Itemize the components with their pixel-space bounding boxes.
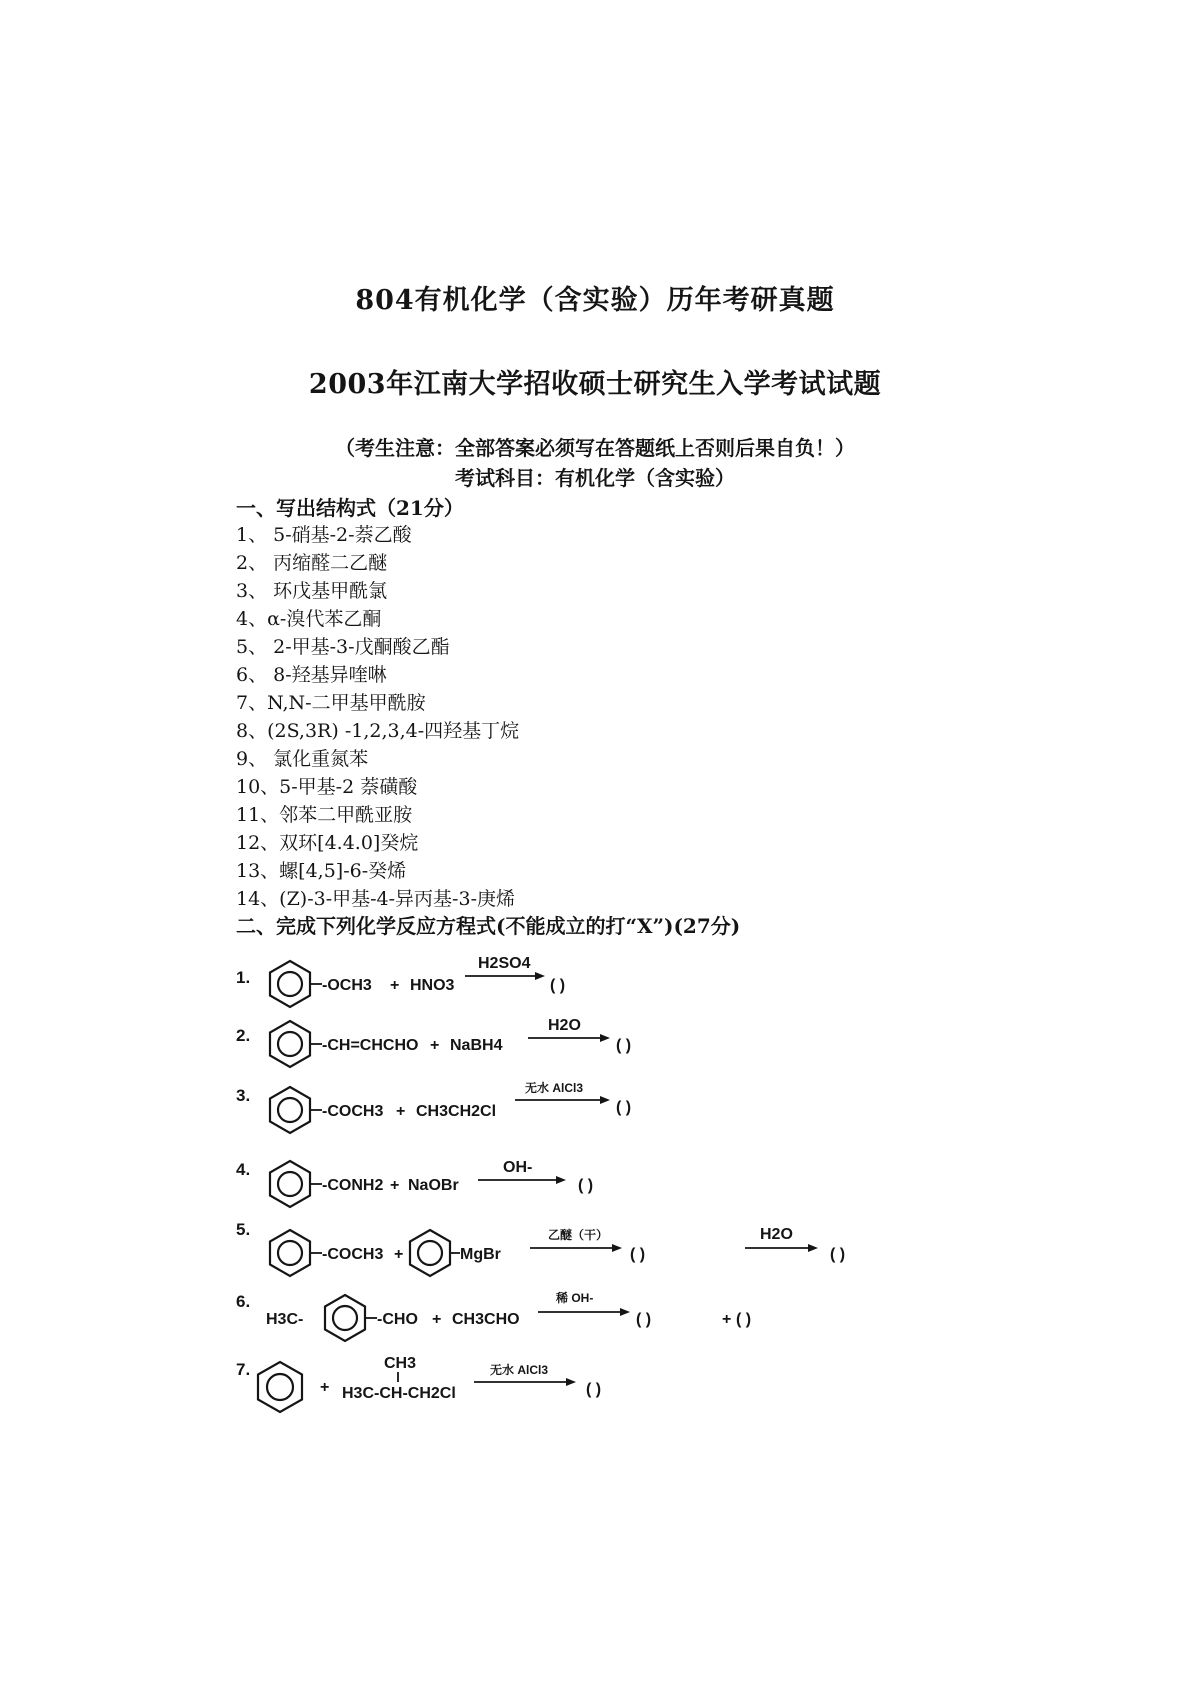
reaction-number: 6. [236, 1292, 251, 1311]
answer-blank: ( ) [578, 1177, 594, 1194]
reagent-label: NaBH4 [450, 1037, 503, 1054]
arrow-head-icon [600, 1034, 610, 1042]
substituent-label: -CH=CHCHO [322, 1037, 419, 1054]
answer-blank: ( ) [736, 1311, 752, 1328]
substituent-label: -OCH3 [322, 977, 372, 994]
benzene-ring-icon [278, 972, 302, 996]
answer-blank: ( ) [550, 977, 566, 994]
answer-blank: ( ) [616, 1037, 632, 1054]
answer-blank: ( ) [830, 1246, 846, 1263]
plus-sign: + [432, 1311, 442, 1328]
benzene-ring-icon [418, 1241, 442, 1265]
question-item: 11、邻苯二甲酰亚胺 [236, 804, 413, 826]
plus-sign: + [320, 1379, 330, 1396]
question-item: 4、α-溴代苯乙酮 [236, 608, 382, 630]
reagent-label: CH3CHO [452, 1311, 520, 1328]
benzene-ring-icon [278, 1098, 302, 1122]
question-item: 10、5-甲基-2 萘磺酸 [236, 776, 418, 798]
question-item: 5、 2-甲基-3-戊酮酸乙酯 [236, 636, 450, 658]
section-1-heading: 一、写出结构式（21分） [236, 496, 464, 520]
reaction-number: 1. [236, 968, 251, 987]
answer-blank: ( ) [630, 1246, 646, 1263]
arrow-head-icon [612, 1244, 622, 1252]
benzene-ring-icon [278, 1032, 302, 1056]
benzene-ring-icon [270, 1161, 310, 1207]
reagent-label: NaOBr [408, 1177, 459, 1194]
benzene-ring-icon [325, 1295, 365, 1341]
benzene-ring-icon [270, 1021, 310, 1067]
exam-subject: 考试科目：有机化学（含实验） [455, 466, 735, 490]
answer-blank: ( ) [616, 1099, 632, 1116]
reagent-label: HNO3 [410, 977, 455, 994]
reagent-label: CH3CH2Cl [416, 1103, 497, 1120]
answer-blank: ( ) [636, 1311, 652, 1328]
condition-label: 无水 AlCl3 [490, 1363, 549, 1377]
page-title: 804有机化学（含实验）历年考研真题 [355, 285, 835, 316]
reaction-number: 7. [236, 1360, 251, 1379]
benzene-ring-icon [270, 1087, 310, 1133]
substituent-label: -COCH3 [322, 1103, 384, 1120]
reagent-label: MgBr [460, 1246, 501, 1263]
arrow-head-icon [535, 972, 545, 980]
arrow-head-icon [566, 1378, 576, 1386]
condition-label: 无水 AlCl3 [525, 1081, 584, 1095]
question-item: 1、 5-硝基-2-萘乙酸 [236, 524, 412, 546]
exam-notice: （考生注意：全部答案必须写在答题纸上否则后果自负！） [335, 436, 855, 460]
benzene-ring-icon [410, 1230, 450, 1276]
question-item: 2、 丙缩醛二乙醚 [236, 552, 388, 574]
reaction-4 [0, 1140, 1190, 1210]
plus-sign: + [390, 977, 400, 994]
plus-sign: + [430, 1037, 440, 1054]
plus-sign: + [390, 1177, 400, 1194]
condition-label: 乙醚（干） [548, 1228, 609, 1242]
reaction-3 [0, 1066, 1190, 1136]
question-item: 13、螺[4,5]-6-癸烯 [236, 860, 407, 882]
arrow-head-icon [556, 1176, 566, 1184]
benzene-ring-icon [267, 1374, 293, 1400]
benzene-ring-icon [278, 1241, 302, 1265]
plus-sign: + [396, 1103, 406, 1120]
substituent-label: -CHO [377, 1311, 418, 1328]
condition-label: OH- [503, 1159, 533, 1176]
reagent-methyl-label: CH3 [384, 1355, 417, 1372]
reagent-label: H3C-CH-CH2Cl [342, 1385, 456, 1402]
arrow-head-icon [808, 1244, 818, 1252]
question-item: 12、双环[4.4.0]癸烷 [236, 832, 419, 854]
reaction-7 [0, 1340, 1190, 1420]
question-item: 6、 8-羟基异喹啉 [236, 664, 387, 686]
arrow-head-icon [620, 1308, 630, 1316]
condition-label: H2O [760, 1226, 793, 1243]
answer-blank: ( ) [586, 1381, 602, 1398]
condition-label: H2SO4 [478, 955, 531, 972]
question-item: 3、 环戊基甲酰氯 [236, 580, 388, 602]
reaction-number: 3. [236, 1086, 251, 1105]
section-2-heading: 二、完成下列化学反应方程式(不能成立的打“X”)(27分) [236, 914, 741, 938]
benzene-ring-icon [333, 1306, 357, 1330]
reaction-number: 2. [236, 1026, 251, 1045]
reaction-number: 4. [236, 1160, 251, 1179]
benzene-ring-icon [258, 1362, 302, 1412]
reaction-2 [0, 1000, 1190, 1070]
question-item: 8、(2S,3R) -1,2,3,4-四羟基丁烷 [236, 720, 520, 742]
arrow-head-icon [600, 1096, 610, 1104]
plus-sign: + [722, 1311, 732, 1328]
condition-label: H2O [548, 1017, 581, 1034]
reaction-number: 5. [236, 1220, 251, 1239]
prefix-label: H3C- [266, 1311, 304, 1328]
question-item: 9、 氯化重氮苯 [236, 748, 369, 770]
benzene-ring-icon [278, 1172, 302, 1196]
exam-title: 2003年江南大学招收硕士研究生入学考试试题 [308, 369, 882, 400]
substituent-label: -CONH2 [322, 1177, 384, 1194]
plus-sign: + [394, 1246, 404, 1263]
question-item: 7、N,N-二甲基甲酰胺 [236, 692, 426, 714]
question-item: 14、(Z)-3-甲基-4-异丙基-3-庚烯 [236, 888, 515, 910]
benzene-ring-icon [270, 1230, 310, 1276]
substituent-label: -COCH3 [322, 1246, 384, 1263]
condition-label: 稀 OH- [556, 1291, 594, 1305]
